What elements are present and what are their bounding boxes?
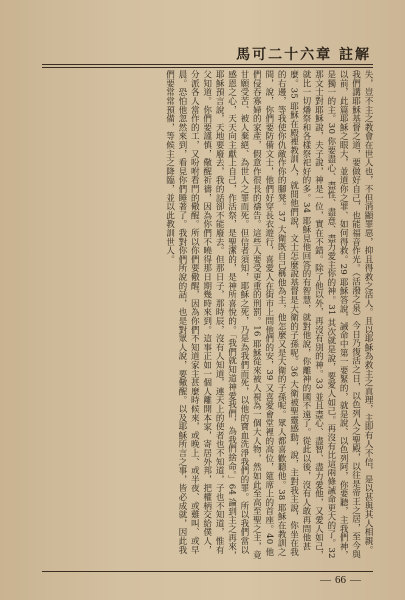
page-number-dash-left: — [320,574,331,586]
page-number-value: 66 [335,574,346,586]
footer-rule [42,571,373,572]
page-number [316,574,365,586]
header-rule [42,64,373,65]
vertical-body-text [44,70,374,560]
running-header-title: 馬可二十六章 註解 [236,47,371,63]
page-number-dash-right: — [350,574,361,586]
header-rule-secondary [42,67,373,68]
body-paragraph: 失，豈不主之教會在世人也，不但消顯罪惡，抑且得救之活人。且以耶穌為救主之真理，主即有人不信，是以甚與其人相親。我們講耶穌基督之道，要做好自己，也能福音作光。（活潑之泉）今日乃復活之日，以色列人之聖殿，以往是帝王之居，至今與以前，此篇耶穌之眼大，並道你之罪、如何得救。29 耶穌答說，誡命中第一要緊的，就是說、以色列阿，你要聽，主我們神，是獨一的主。30 你要盡心、盡性、盡意、盡力愛主你的神。31 其次就是說，要愛人如己。再沒有比這兩條誡命更大的了。32 那文士對耶穌說，夫子說，神是一位，實在不錯。除了他以外，再沒有別的神。33 並且盡心、盡智、盡力愛他，又愛人如己，就比一切燔祭和各樣祭祀好的多。34 耶穌見他回答的有智慧，就對他說，你離神的國不遠了。從此以後，沒有人敢再問他甚麼。35 耶穌在殿裡教訓人，就問他們說，文士怎麼說基督是大衛的子孫呢。36 大衛被聖靈感動，說，主對我主說，你坐在我的右邊，等我使你仇敵作你的腳凳。37 大衛既自己稱他為主，他怎麼又是大衛的子孫呢。眾人都喜歡聽他。38 耶穌在教訓之間，說，你們要防備文士，他們好穿長衣遊行，喜愛人在街市上問他們的安，39 又喜愛會堂裡的高位，筵席上的首座。40 他們侵吞寡婦的家產，假意作很長的禱告。這些人要受更重的刑罰。16 耶穌從來被人視為一個大人物，然如此至高至聖之主，竟甘願受苦、被人棄絕、為世人之罪而死。但信者須知，耶穌之死，乃是為我們而死，以他的寶血洗淨我們的罪。所以我們當以感恩之心，天天向主獻上自己，作活祭，是聖潔的，是神所喜悅的。「我們就知道神愛我們，為我們捨命。」64 論到主之再來，耶穌預言說，天地要廢去，我的話卻不能廢去。但那日子，那時辰，沒有人知道，連天上的使者也不知道，子也不知道，惟有父知道。你們要謹慎，儆醒祈禱，因為你們不曉得那日期幾時來到。這事正如一個人離開本家，寄居外邦，把權柄交給僕人，分派各人當作的工，又吩咐看門的儆醒。所以你們要儆醒，因為你們不知道家主甚麼時候來，或晚上、或半夜、或雞叫、或早晨。恐怕他忽然來到，看見你們睡著了。我對你們所說的話，也是對眾人說，要儆醒。以及耶穌所言之事，皆必成就，因此我們要常常預備，等候主之降臨，並以此教訓世人。 [164,70,373,560]
